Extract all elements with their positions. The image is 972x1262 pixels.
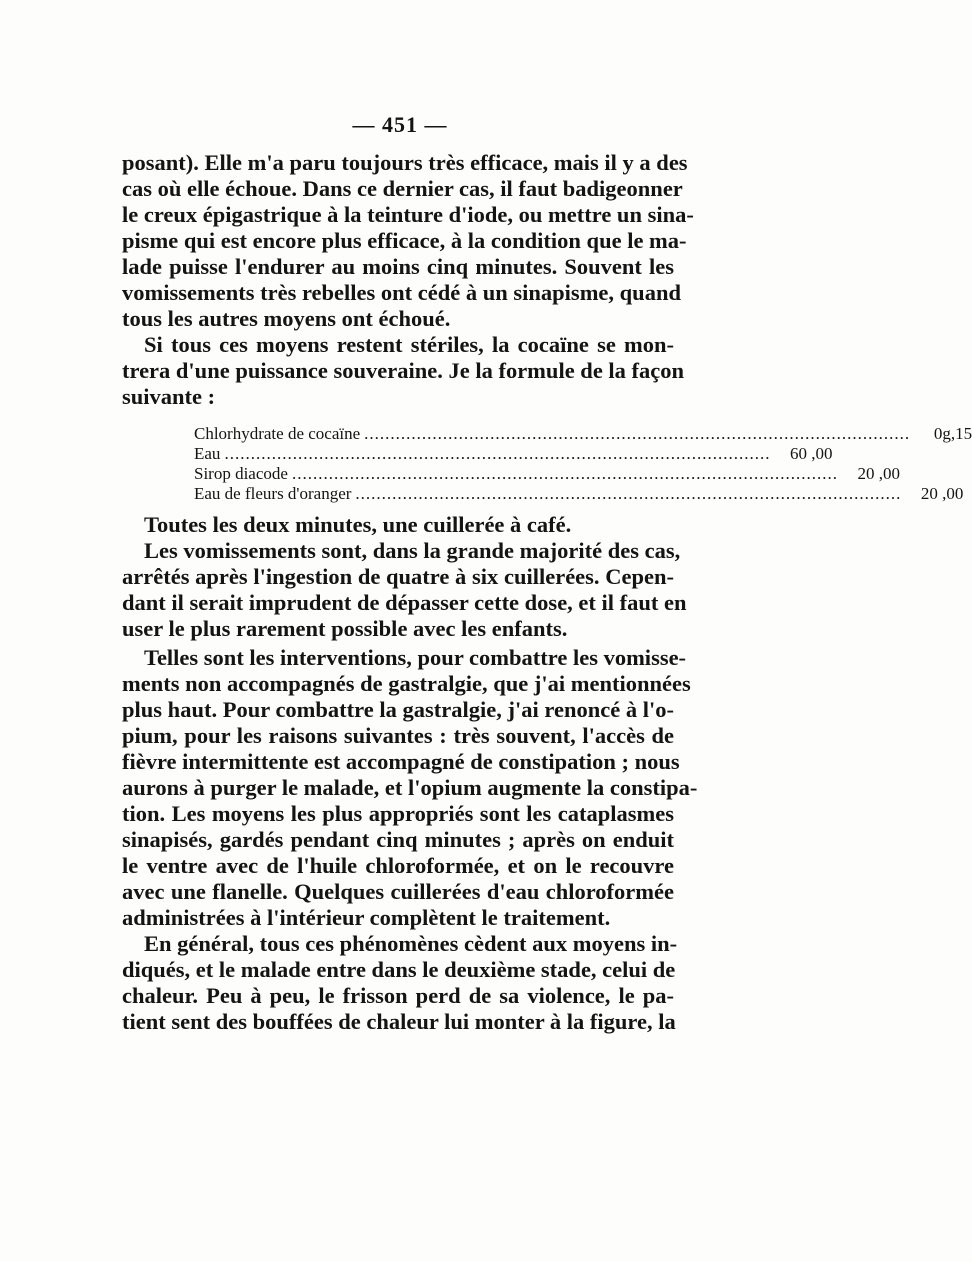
text-line: le creux épigastrique à la teinture d'iode, ou mettre un sina- — [122, 202, 694, 227]
text-line: diqués, et le malade entre dans le deuxième stade, celui de — [122, 957, 676, 982]
recipe-ingredient: Eau de fleurs d'oranger — [194, 484, 352, 503]
leader-dots: ........................................................................................................ — [291, 464, 838, 483]
text-line: fièvre intermittente est accompagné de constipation ; nous — [122, 749, 680, 774]
leader-dots: ........................................................................................................ — [355, 484, 902, 503]
leader-dots: ........................................................................................................ — [224, 444, 771, 463]
text-line: cas où elle échoue. Dans ce dernier cas, il faut badigeonner — [122, 176, 683, 201]
recipe-quantity: 0g,15 — [933, 424, 972, 443]
text-line: user le plus rarement possible avec les enfants. — [122, 616, 568, 641]
text-line: tous les autres moyens ont échoué. — [122, 306, 451, 331]
text-line: lade puisse l'endurer au moins cinq minutes. Souvent les — [122, 254, 674, 279]
recipe-row — [194, 424, 972, 444]
text-line: ments non accompagnés de gastralgie, que j'ai mentionnées — [122, 671, 691, 696]
text-line: Toutes les deux minutes, une cuillerée à café. — [144, 512, 572, 537]
text-line: avec une flanelle. Quelques cuillerées d'eau chloroformée — [122, 879, 674, 904]
text-line: trera d'une puissance souveraine. Je la formule de la façon — [122, 358, 685, 383]
text-line: Les vomissements sont, dans la grande majorité des cas, — [144, 538, 681, 563]
text-line: En général, tous ces phénomènes cèdent aux moyens in- — [144, 931, 678, 956]
text-line: suivante : — [122, 384, 216, 409]
text-line: arrêtés après l'ingestion de quatre à six cuillerées. Cepen- — [122, 564, 674, 589]
text-line: pium, pour les raisons suivantes : très souvent, l'accès de — [122, 723, 674, 748]
text-line: dant il serait imprudent de dépasser cette dose, et il faut en — [122, 590, 687, 615]
page-number: — 451 — — [352, 112, 448, 137]
text-line: sinapisés, gardés pendant cinq minutes ; après on enduit — [122, 827, 674, 852]
recipe-ingredient: Chlorhydrate de cocaïne — [194, 424, 361, 443]
recipe-row — [194, 464, 900, 484]
text-line: Si tous ces moyens restent stériles, la cocaïne se mon- — [144, 332, 674, 357]
recipe-quantity: 60 ,00 — [789, 444, 833, 463]
recipe-quantity: 20 ,00 — [920, 484, 964, 503]
text-line: tion. Les moyens les plus appropriés sont les cataplasmes — [122, 801, 674, 826]
leader-dots: ........................................................................................................ — [364, 424, 911, 443]
recipe-ingredient: Eau — [194, 444, 221, 463]
text-line: posant). Elle m'a paru toujours très efficace, mais il y a des — [122, 150, 688, 175]
recipe-quantity: 20 ,00 — [857, 464, 900, 483]
text-line: aurons à purger le malade, et l'opium augmente la constipa- — [122, 775, 698, 800]
text-line: administrées à l'intérieur complètent le traitement. — [122, 905, 611, 930]
text-line: le ventre avec de l'huile chloroformée, et on le recouvre — [122, 853, 674, 878]
text-line: vomissements très rebelles ont cédé à un sinapisme, quand — [122, 280, 681, 305]
text-line: pisme qui est encore plus efficace, à la condition que le ma- — [122, 228, 687, 253]
recipe-row — [194, 484, 964, 504]
text-line: tient sent des bouffées de chaleur lui monter à la figure, la — [122, 1009, 676, 1034]
text-line: chaleur. Peu à peu, le frisson perd de sa violence, le pa- — [122, 983, 674, 1008]
text-line: Telles sont les interventions, pour combattre les vomisse- — [144, 645, 687, 670]
recipe-ingredient: Sirop diacode — [194, 464, 288, 483]
recipe-row — [194, 444, 833, 464]
text-line: plus haut. Pour combattre la gastralgie, j'ai renoncé à l'o- — [122, 697, 674, 722]
